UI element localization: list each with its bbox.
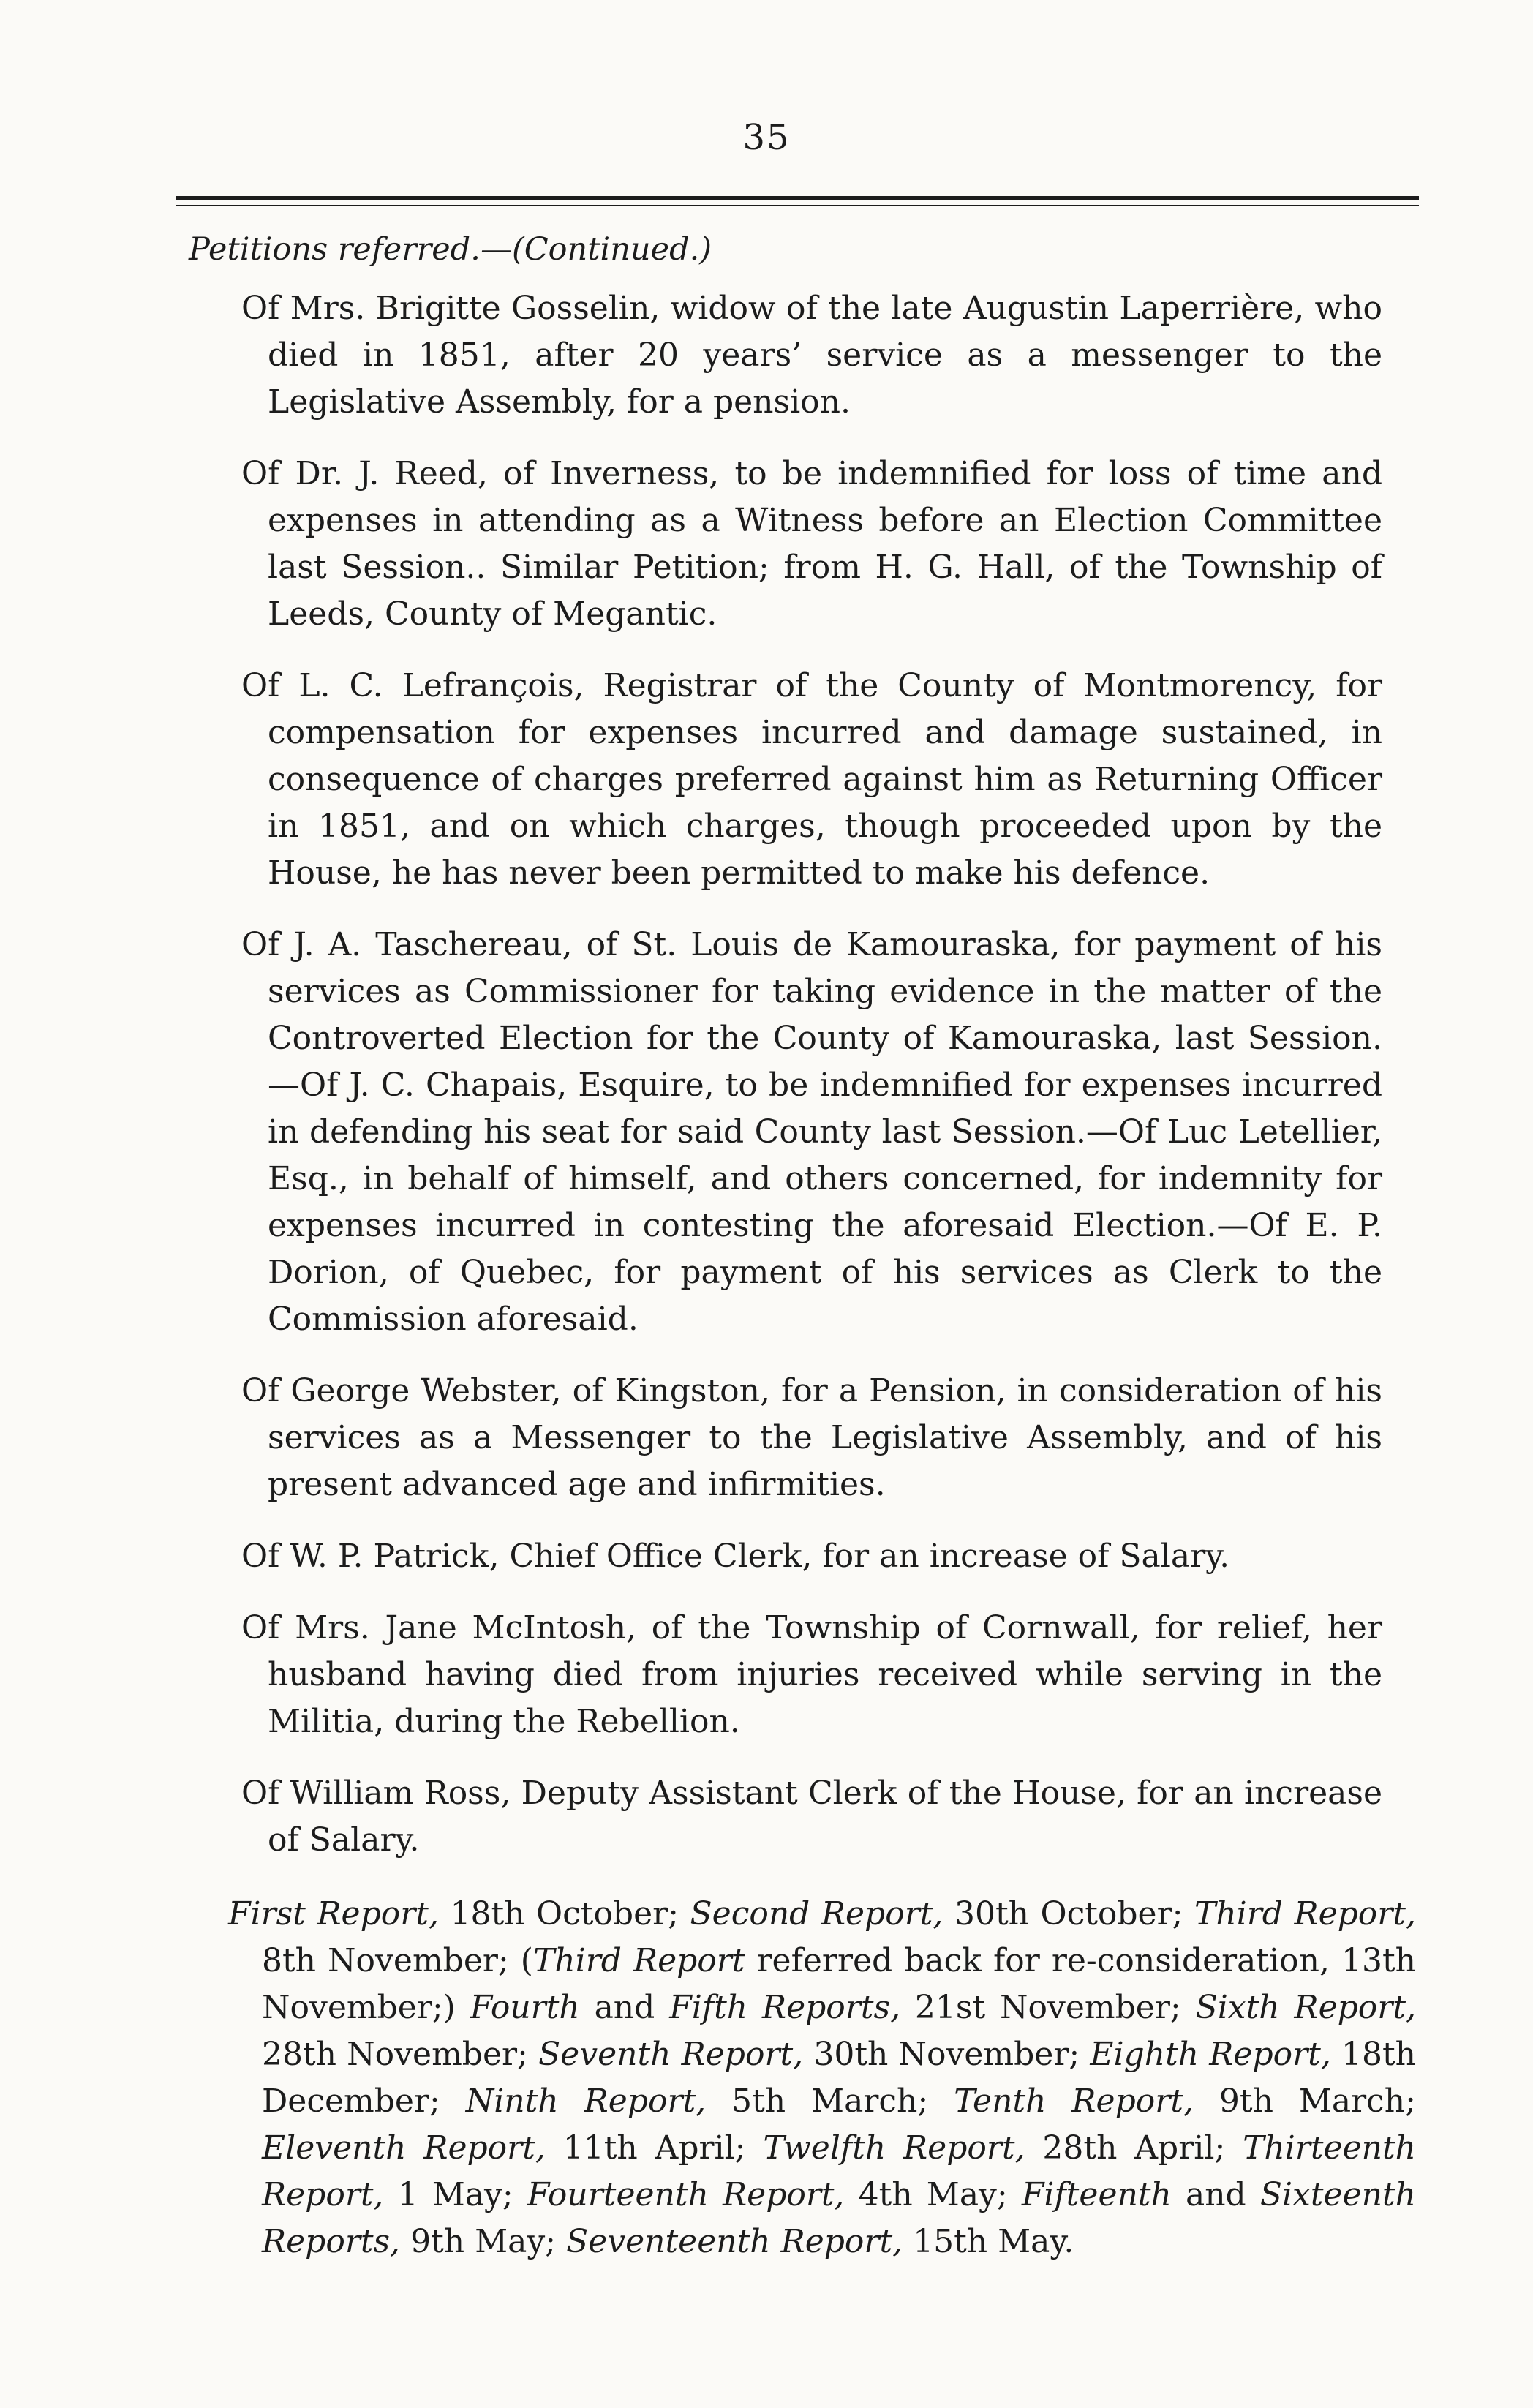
header-rule-thin bbox=[176, 205, 1419, 206]
report-date: 4th May; bbox=[844, 2176, 1022, 2213]
report-title: Sixth Report, bbox=[1195, 1989, 1416, 2026]
report-title: Second Report, bbox=[690, 1895, 943, 1933]
page-number: 35 bbox=[742, 117, 791, 158]
header-rule-thick bbox=[176, 196, 1419, 200]
report-title: Fifteenth bbox=[1021, 2176, 1172, 2213]
report-date: 28th November; bbox=[262, 2036, 539, 2073]
report-date: 9th May; bbox=[400, 2223, 567, 2260]
petition-entry: Of Mrs. Jane McIntosh, of the Township of Cornwall, for relief, her husband having died from injuries received while serving in the Militia, during the Rebellion. bbox=[241, 1609, 1382, 1740]
petition-entry: Of L. C. Lefrançois, Registrar of the County of Montmorency, for compensation for expenses incurred and damage sustained, in consequence of charges preferred against him as Returning Officer in 1851, and on which charges, though proceeded upon by the House, he has never been permitted to make his defence. bbox=[241, 667, 1382, 892]
report-title: Fifth Reports, bbox=[669, 1989, 901, 2026]
petition-entry: Of Dr. J. Reed, of Inverness, to be indemnified for loss of time and expenses in attending as a Witness before an Election Committee last Session.. Similar Petition; from H. G. Hall, of the Township of Leeds, County of Megantic. bbox=[241, 455, 1382, 633]
report-title: Fourteenth Report, bbox=[527, 2176, 845, 2213]
report-title: Thirteenth Report, bbox=[262, 2129, 1416, 2213]
report-date: 9th March; bbox=[1193, 2082, 1416, 2120]
report-title: Seventeenth Report, bbox=[566, 2223, 903, 2260]
reports-paragraph bbox=[228, 1891, 1416, 2265]
report-date: referred back for re-consideration, 13th November;) bbox=[262, 1942, 1416, 2026]
report-title: Twelfth Report, bbox=[763, 2129, 1025, 2167]
report-title: Third Report, bbox=[1194, 1895, 1416, 1933]
report-title: Fourth bbox=[470, 1989, 580, 2026]
report-title: Third Report bbox=[532, 1942, 745, 1979]
report-date: 18th October; bbox=[438, 1895, 690, 1933]
petition-list bbox=[241, 285, 1382, 1889]
petition-entry: Of W. P. Patrick, Chief Office Clerk, for an increase of Salary. bbox=[241, 1538, 1230, 1575]
report-date: 28th April; bbox=[1025, 2129, 1243, 2167]
petition-entry: Of George Webster, of Kingston, for a Pension, in consideration of his services as a Messenger to the Legislative Assembly, and of his present advanced age and infirmities. bbox=[241, 1372, 1382, 1503]
report-date: 8th November; ( bbox=[262, 1942, 533, 1979]
report-title: Tenth Report, bbox=[954, 2082, 1194, 2120]
report-date: 15th May. bbox=[903, 2223, 1074, 2260]
report-title: Eleventh Report, bbox=[262, 2129, 546, 2167]
report-title: Ninth Report, bbox=[465, 2082, 707, 2120]
report-date: 21st November; bbox=[900, 1989, 1196, 2026]
petition-entry: Of Mrs. Brigitte Gosselin, widow of the late Augustin Laperrière, who died in 1851, after 20 years’ service as a messenger to the Legislative Assembly, for a pension. bbox=[241, 290, 1382, 421]
report-date: 30th November; bbox=[803, 2036, 1091, 2073]
report-date: and bbox=[579, 1989, 670, 2026]
report-date: 1 May; bbox=[383, 2176, 527, 2213]
report-title: Sixteenth Reports, bbox=[262, 2176, 1416, 2260]
report-date: 18th December; bbox=[262, 2036, 1416, 2120]
report-title: Eighth Report, bbox=[1090, 2036, 1331, 2073]
report-date: and bbox=[1171, 2176, 1260, 2213]
report-date: 11th April; bbox=[545, 2129, 764, 2167]
report-title: Seventh Report, bbox=[538, 2036, 804, 2073]
report-date: 30th October; bbox=[943, 1895, 1194, 1933]
report-date: 5th March; bbox=[706, 2082, 954, 2120]
petition-entry: Of J. A. Taschereau, of St. Louis de Kamouraska, for payment of his services as Commissioner for taking evidence in the matter of the Controverted Election for the County of Kamouraska, last Session.—Of J. C. Chapais, Esquire, to be indemnified for expenses incurred in defending his seat for said County last Session.—Of Luc Letellier, Esq., in behalf of himself, and others concerned, for indemnity for expenses incurred in contesting the aforesaid Election.—Of E. P. Dorion, of Quebec, for payment of his services as Clerk to the Commission aforesaid. bbox=[241, 926, 1382, 1338]
running-head: Petitions referred.—(Continued.) bbox=[189, 231, 712, 268]
report-title: First Report, bbox=[228, 1895, 439, 1933]
petition-entry: Of William Ross, Deputy Assistant Clerk of the House, for an increase of Salary. bbox=[241, 1775, 1382, 1859]
